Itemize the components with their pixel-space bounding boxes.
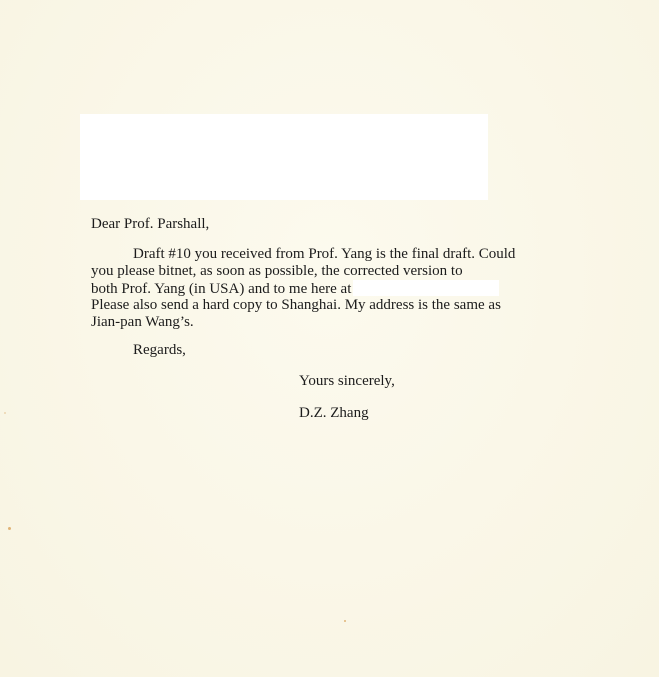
body-line: both Prof. Yang (in USA) and to me here at <box>91 281 352 297</box>
body-line: Please also send a hard copy to Shanghai. My address is the same as <box>91 297 501 313</box>
redacted-letterhead <box>80 114 488 200</box>
signature: D.Z. Zhang <box>299 405 369 421</box>
paper-speck <box>8 527 11 530</box>
body-line-with-redaction <box>91 280 515 297</box>
body-paragraph <box>91 246 515 331</box>
body-line: Jian-pan Wang’s. <box>91 314 194 330</box>
body-line: Draft #10 you received from Prof. Yang is the final draft. Could <box>133 246 516 262</box>
salutation: Dear Prof. Parshall, <box>91 216 210 232</box>
paper-speck <box>344 620 346 622</box>
regards: Regards, <box>133 342 186 358</box>
redacted-address <box>353 280 499 296</box>
closing: Yours sincerely, <box>299 373 395 389</box>
body-line: you please bitnet, as soon as possible, the corrected version to <box>91 263 463 279</box>
paper-speck <box>4 412 6 414</box>
